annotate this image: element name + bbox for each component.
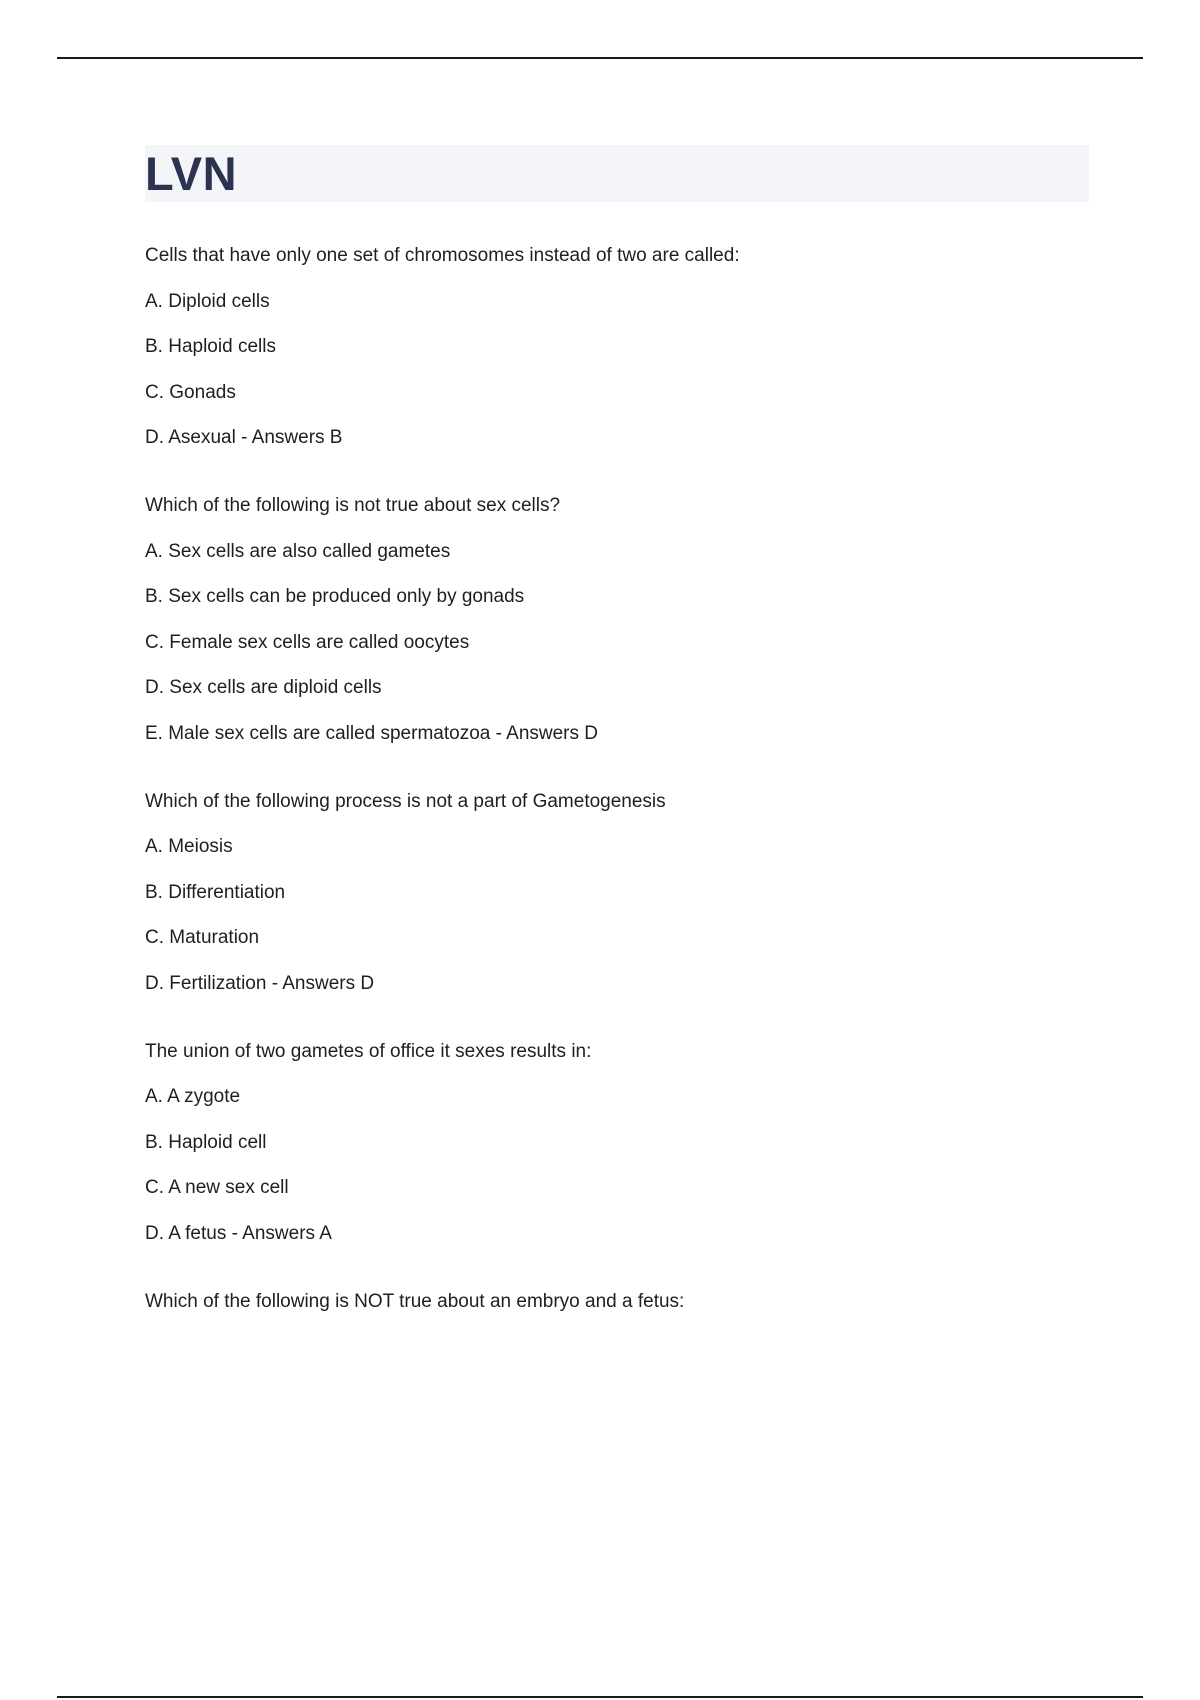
option-c: C. Maturation <box>145 927 260 948</box>
option-e: E. Male sex cells are called spermatozoa - Answers D <box>145 722 599 744</box>
question-2 <box>145 494 1089 746</box>
option-a: A. Diploid cells <box>145 290 270 312</box>
question-4 <box>145 1040 1089 1246</box>
question-options <box>145 1085 1089 1246</box>
question-prompt: The union of two gametes of office it sexes results in: <box>145 1040 592 1062</box>
question-prompt: Which of the following process is not a part of Gametogenesis <box>145 790 666 812</box>
option-b: B. Sex cells can be produced only by gonads <box>145 586 525 607</box>
question-prompt: Cells that have only one set of chromosomes instead of two are called: <box>145 245 740 266</box>
question-list <box>145 244 1089 1335</box>
question-5 <box>145 1290 1089 1314</box>
question-options <box>145 835 1089 996</box>
option-d: D. Sex cells are diploid cells <box>145 677 382 698</box>
page-title: LVN <box>145 147 238 200</box>
option-b: B. Haploid cells <box>145 336 276 357</box>
bottom-rule <box>57 1696 1143 1698</box>
option-c: C. A new sex cell <box>145 1177 289 1198</box>
option-c: C. Gonads <box>145 381 236 403</box>
question-options <box>145 290 1089 451</box>
option-d: D. Fertilization - Answers D <box>145 972 375 994</box>
option-b: B. Differentiation <box>145 881 286 903</box>
option-a: A. A zygote <box>145 1086 241 1107</box>
question-1 <box>145 244 1089 450</box>
question-3 <box>145 790 1089 996</box>
option-a: A. Sex cells are also called gametes <box>145 540 451 562</box>
question-prompt: Which of the following is NOT true about an embryo and a fetus: <box>145 1290 685 1312</box>
option-d: D. A fetus - Answers A <box>145 1222 332 1244</box>
option-d: D. Asexual - Answers B <box>145 427 343 448</box>
question-options <box>145 540 1089 746</box>
question-prompt: Which of the following is not true about sex cells? <box>145 495 561 516</box>
top-rule <box>57 57 1143 59</box>
title-band <box>145 145 1089 202</box>
option-a: A. Meiosis <box>145 836 233 857</box>
option-b: B. Haploid cell <box>145 1131 267 1153</box>
option-c: C. Female sex cells are called oocytes <box>145 631 470 653</box>
